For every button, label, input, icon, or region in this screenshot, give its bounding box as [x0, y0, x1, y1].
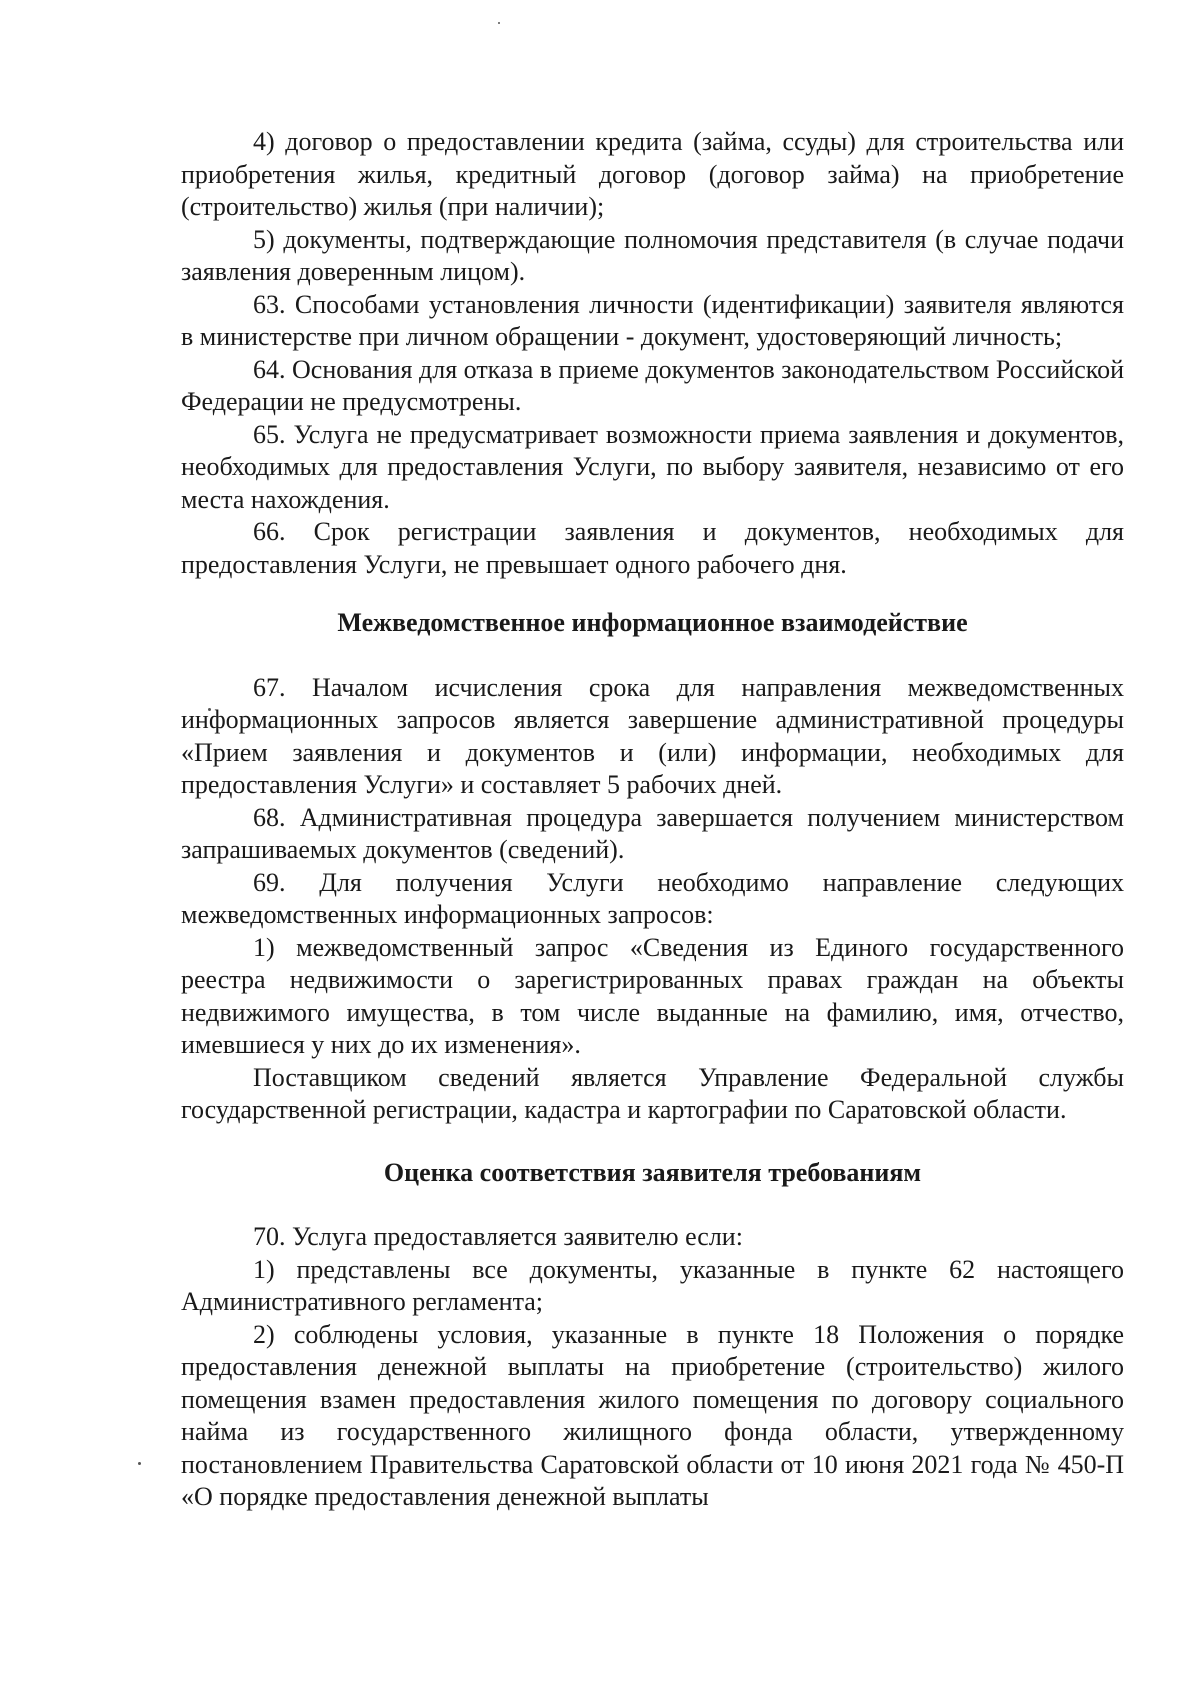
- paragraph-supplier: Поставщиком сведений является Управление Федеральной службы государственной регистрации, кадастра и картографии по Саратовской области.: [181, 1062, 1124, 1124]
- paragraph-70-item-1: 1) представлены все документы, указанные в пункте 62 настоящего Административного регламента;: [181, 1254, 1124, 1316]
- scan-speck: [138, 1462, 141, 1465]
- paragraph-item-5: 5) документы, подтверждающие полномочия представителя (в случае подачи заявления доверенным лицом).: [181, 224, 1124, 286]
- paragraph-item-4: 4) договор о предоставлении кредита (займа, ссуды) для строительства или приобретения жилья, кредитный договор (договор займа) на приобретение (строительство) жилья (при наличии);: [181, 127, 1124, 221]
- paragraph-67: 67. Началом исчисления срока для направления межведомственных информационных запросов является завершение административной процедуры «Прием заявления и документов и (или) информации, необходимых для предоставления Услуги» и составляет 5 рабочих дней.: [181, 672, 1124, 799]
- paragraph-68: 68. Административная процедура завершается получением министерством запрашиваемых документов (сведений).: [181, 802, 1124, 864]
- section-heading-assessment: Оценка соответствия заявителя требованиям: [383, 1157, 922, 1187]
- paragraph-66: 66. Срок регистрации заявления и документов, необходимых для предоставления Услуги, не превышает одного рабочего дня.: [181, 517, 1124, 579]
- paragraph-64: 64. Основания для отказа в приеме документов законодательством Российской Федерации не предусмотрены.: [181, 354, 1124, 416]
- paragraph-65: 65. Услуга не предусматривает возможности приема заявления и документов, необходимых для предоставления Услуги, по выбору заявителя, независимо от его места нахождения.: [181, 419, 1124, 514]
- paragraph-70: 70. Услуга предоставляется заявителю если:: [253, 1222, 743, 1251]
- paragraph-69-item-1: 1) межведомственный запрос «Сведения из Единого государственного реестра недвижимости о зарегистрированных правах граждан на объекты недвижимого имущества, в том числе выданные на фамилию, имя, отчество, имевшиеся у них до их изменения».: [181, 932, 1124, 1059]
- paragraph-69: 69. Для получения Услуги необходимо направление следующих межведомственных информационных запросов:: [181, 867, 1124, 929]
- section-heading-interagency: Межведомственное информационное взаимодействие: [337, 608, 968, 637]
- document-body: [181, 126, 1124, 1514]
- paragraph-63: 63. Способами установления личности (идентификации) заявителя являются в министерстве при личном обращении - документ, удостоверяющий личность;: [181, 289, 1124, 351]
- paragraph-70-item-2: 2) соблюдены условия, указанные в пункте 18 Положения о порядке предоставления денежной выплаты на приобретение (строительство) жилого помещения взамен предоставления жилого помещения по договору социального найма из государственного жилищного фонда области, утвержденному постановлением Правительства Саратовской области от 10 июня 2021 года № 450-П «О порядке предоставления денежной выплаты: [181, 1319, 1124, 1511]
- scan-speck: [498, 22, 500, 24]
